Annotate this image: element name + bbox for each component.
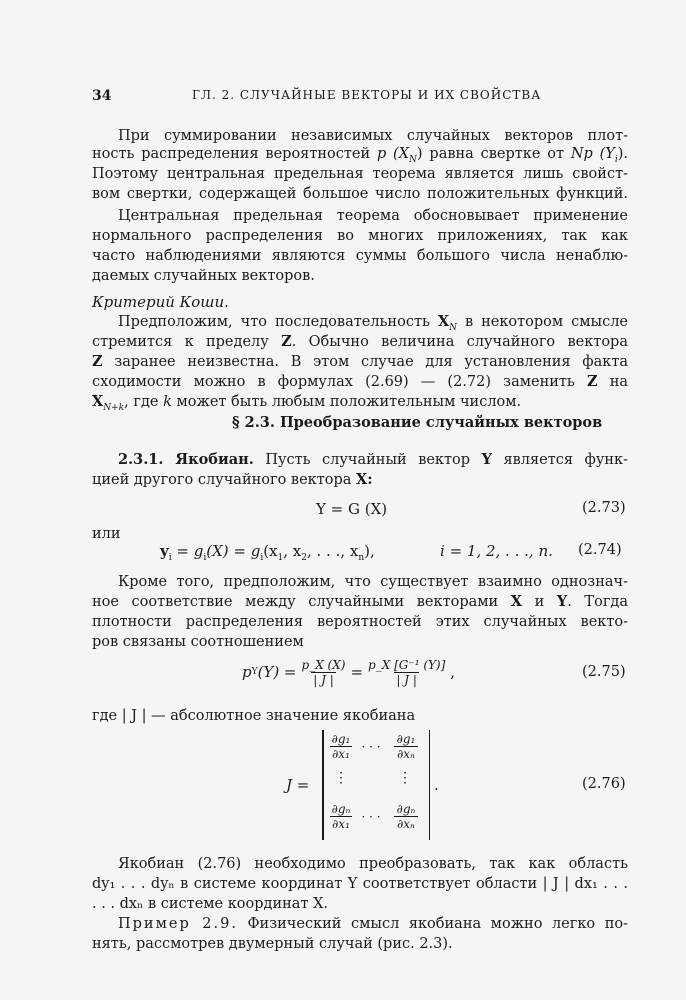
para4-line1: Якобиан (2.76) необходимо преобразовать, так как область xyxy=(118,856,628,872)
para3-line4: ров связаны соотношением xyxy=(92,634,304,650)
equation-2-73: Y = G (X) xyxy=(316,500,388,518)
jacobian-tail: . xyxy=(434,776,439,794)
section-heading: § 2.3. Преобразование случайных векторов xyxy=(232,414,603,431)
running-title: ГЛ. 2. СЛУЧАЙНЫЕ ВЕКТОРЫ И ИХ СВОЙСТВА xyxy=(192,88,542,102)
cauchy-heading: Критерий Коши. xyxy=(92,293,229,311)
sub231-line1: 2.3.1. Якобиан. Пусть случайный вектор Y является функ- xyxy=(118,451,629,468)
cauchy-line3: Z заранее неизвестна. В этом случае для установления факта xyxy=(92,353,628,370)
para1-line4: вом свертки, содержащей большое число положительных функций. xyxy=(92,186,628,202)
dots-rown: · · · xyxy=(361,810,381,824)
para2-line2: нормального распределения во многих приложениях, так как xyxy=(92,228,628,244)
para3-line3: плотности распределения вероятностей этих случайных векто- xyxy=(92,614,628,630)
equation-2-74: $y_i = g_i(X) = g_i(x_1$, $x_2$, . . ., $x_n$), xyxy=(160,542,375,563)
equation-2-75: p Y (Y) = $\frac{p\_X (X)}{| J |}$ = $\frac{\text{p\_X [G⁻¹ (Y)]}}{| J |}$ , xyxy=(242,657,456,687)
cell-1-1: ∂g₁ ∂x₁ xyxy=(331,732,351,761)
para1-line3: Поэтому центральная предельная теорема является лишь свойст- xyxy=(92,166,628,182)
cell-1-n: ∂g₁ ∂xₙ xyxy=(394,732,418,761)
cauchy-line1: Предположим, что последовательность $X_N$ в некотором смысле xyxy=(118,313,629,333)
eq-number-2-73: (2.73) xyxy=(582,500,626,516)
cauchy-line2: стремится к пределу Z. Обычно величина случайного вектора xyxy=(92,333,628,350)
para1-line1: При суммировании независимых случайных векторов плот- xyxy=(118,128,628,144)
page-number: 34 xyxy=(92,88,112,104)
para2-line3: часто наблюдениями являются суммы большого числа ненаблю- xyxy=(92,248,628,264)
eq-number-2-75: (2.75) xyxy=(582,664,626,680)
para3-line2: ное соответствие между случайными векторами X и Y. Тогда xyxy=(92,593,628,610)
jacobian-determinant xyxy=(322,730,430,840)
sub231-line2: цией другого случайного вектора X: xyxy=(92,471,373,488)
jacobian-lhs: J = xyxy=(286,776,310,794)
determinant-left-bar xyxy=(322,730,324,840)
para4-line2: dy₁ . . . dyₙ в системе координат Y соответствует области | J | dx₁ . . . xyxy=(92,876,628,892)
word-or: или xyxy=(92,526,121,542)
para4-line4: Пример 2.9. Физический смысл якобиана можно легко по- xyxy=(118,916,628,932)
para3-line1: Кроме того, предположим, что существует взаимно однознач- xyxy=(118,574,628,590)
eq-number-2-74: (2.74) xyxy=(578,542,622,558)
fraction-2: $\frac{\text{p\_X [G⁻¹ (Y)]}}{| J |}$ xyxy=(368,657,446,687)
cell-n-n: ∂gₙ ∂xₙ xyxy=(394,802,418,831)
where-jacobian-line: где | J | — абсолютное значение якобиана xyxy=(92,708,416,724)
cauchy-line5: $X_{N+k}$, где k может быть любым положительным числом. xyxy=(92,393,522,413)
vdots-left: ⋮ xyxy=(334,770,348,786)
cauchy-line4: сходимости можно в формулах (2.69) — (2.72) заменить Z на xyxy=(92,373,629,390)
para1-line2: ность распределения вероятностей p $(X_N)$ равна свертке от Np $(Y_i)$. xyxy=(92,146,629,165)
para4-line5: нять, рассмотрев двумерный случай (рис. 2.3). xyxy=(92,936,453,952)
para2-line1: Центральная предельная теорема обосновывает применение xyxy=(118,208,628,224)
equation-2-74-range: i = 1, 2, . . ., n. xyxy=(440,542,553,560)
vdots-right: ⋮ xyxy=(398,770,412,786)
dots-row1: · · · xyxy=(361,740,381,754)
cell-n-1: ∂gₙ ∂x₁ xyxy=(331,802,351,831)
para4-line3: . . . dxₙ в системе координат X. xyxy=(92,896,329,912)
eq-number-2-76: (2.76) xyxy=(582,776,626,792)
determinant-right-bar xyxy=(429,730,431,840)
para2-line4: даемых случайных векторов. xyxy=(92,268,315,284)
fraction-1: $\frac{p\_X (X)}{| J |}$ xyxy=(301,657,346,687)
